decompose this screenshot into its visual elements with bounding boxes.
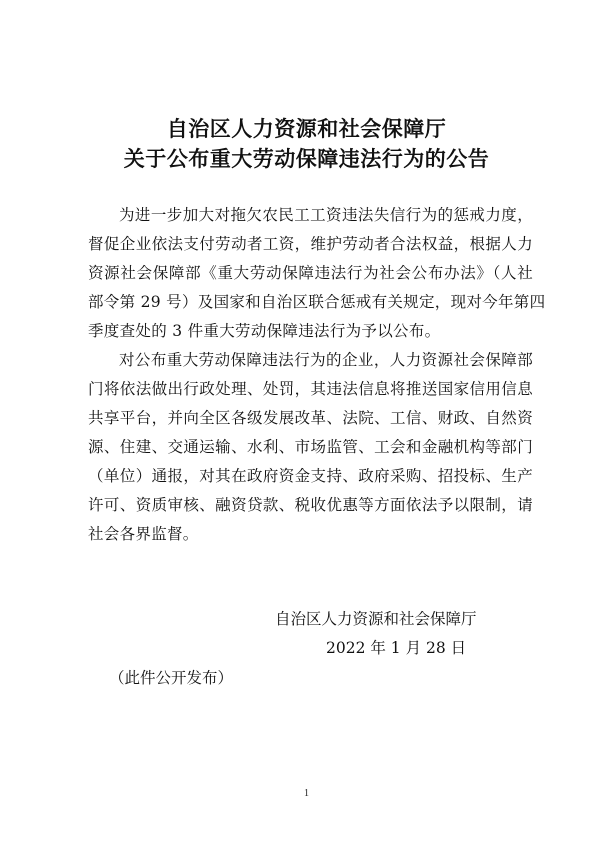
paragraph-line: 源、住建、交通运输、水利、市场监管、工会和金融机构等部门 <box>88 438 533 456</box>
document-title-line1: 自治区人力资源和社会保障厅 <box>166 116 447 141</box>
paragraph-line: 督促企业依法支付劳动者工资，维护劳动者合法权益，根据人力 <box>88 235 533 253</box>
paragraph-line: 对公布重大劳动保障违法行为的企业，人力资源社会保障部 <box>119 351 533 369</box>
paragraph-line: 社会各界监督。 <box>88 525 199 543</box>
paragraph-line: （单位）通报，对其在政府资金支持、政府采购、招投标、生产 <box>88 467 533 485</box>
paragraph-line: 部令第 29 号）及国家和自治区联合惩戒有关规定，现对今年第四 <box>88 293 546 311</box>
paragraph-line: 许可、资质审核、融资贷款、税收优惠等方面依法予以限制，请 <box>88 496 533 514</box>
paragraph-line: 共享平台，并向全区各级发展改革、法院、工信、财政、自然资 <box>88 409 533 427</box>
signature-organization: 自治区人力资源和社会保障厅 <box>275 610 477 628</box>
publish-note: （此件公开发布） <box>109 669 234 687</box>
paragraph-line: 季度查处的 3 件重大劳动保障违法行为予以公布。 <box>88 322 441 340</box>
document-title-line2: 关于公布重大劳动保障违法行为的公告 <box>123 146 490 171</box>
paragraph-line: 门将依法做出行政处理、处罚，其违法信息将推送国家信用信息 <box>88 380 533 398</box>
paragraph-line: 资源社会保障部《重大劳动保障违法行为社会公布办法》（人社 <box>88 264 533 282</box>
paragraph-line: 为进一步加大对拖欠农民工工资违法失信行为的惩戒力度， <box>119 206 533 224</box>
page-number: 1 <box>304 788 309 799</box>
signature-date: 2022 年 1 月 28 日 <box>326 639 467 657</box>
